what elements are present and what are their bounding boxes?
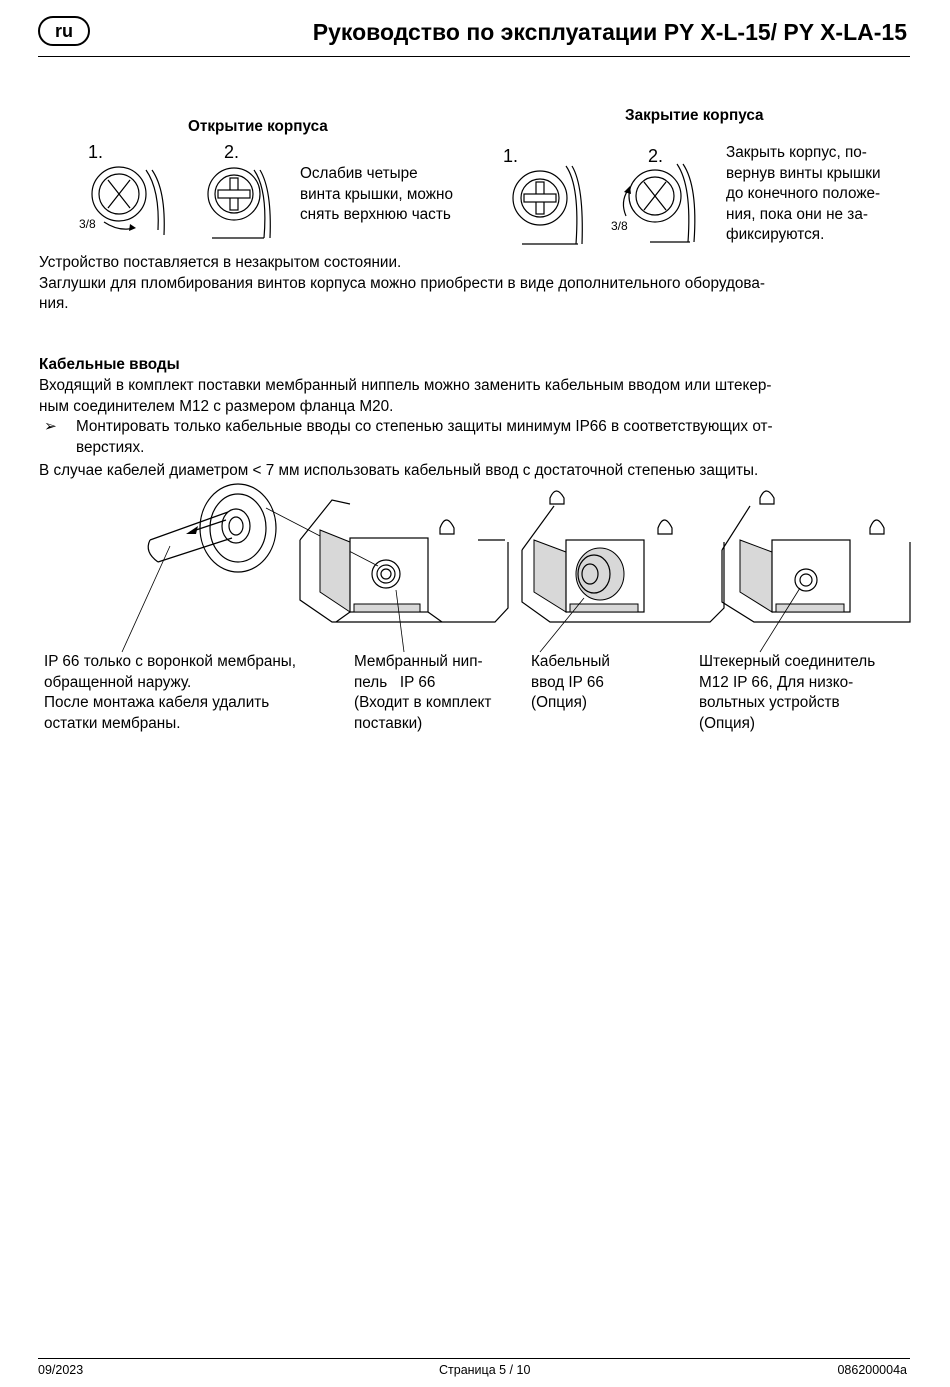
opening-text-line: винта крышки, можно [300, 185, 453, 203]
closing-step-2: 2. [648, 146, 664, 166]
caption-line: вольтных устройств [699, 694, 840, 712]
note-line: Заглушки для пломбирования винтов корпуса можно приобрести в виде дополнительного оборудова- [39, 274, 765, 292]
closing-text-line: Закрыть корпус, по- [726, 144, 867, 161]
closing-text-line: фиксируются. [726, 226, 825, 244]
footer-doc-number: 086200004a [837, 1363, 907, 1377]
housing-m12-connector [722, 491, 910, 652]
screw-turned-icon [629, 164, 695, 242]
opening-text-line: Ослабив четыре [300, 165, 418, 182]
language-badge: ru [38, 16, 90, 46]
closing-angle-label: 3/8 [611, 219, 628, 233]
insertion-arrow-icon [186, 526, 198, 534]
closing-screw-illustration [500, 162, 710, 252]
closing-text-line: вернув винты крышки [726, 164, 881, 182]
rotation-arrow-icon [624, 186, 631, 194]
caption-line: Кабельный [531, 653, 610, 670]
caption-line: После монтажа кабеля удалить [44, 694, 270, 712]
bullet-line: верстиях. [76, 438, 145, 456]
footer-page-number: Страница 5 / 10 [439, 1363, 531, 1377]
caption-membrane-nipple [354, 652, 491, 734]
cable-diameter-note: В случае кабелей диаметром < 7 мм использовать кабельный ввод с достаточной степенью защиты. [39, 462, 759, 479]
closing-step-1: 1. [503, 146, 519, 166]
screw-open-icon [513, 166, 582, 244]
opening-screw-illustration [74, 160, 274, 245]
caption-m12-connector [699, 652, 875, 734]
caption-line: пель IP 66 [354, 673, 436, 691]
opening-step-2: 2. [224, 142, 240, 162]
footer-rule [38, 1358, 910, 1359]
housing-cable-gland [522, 491, 724, 652]
caption-line: (Опция) [699, 714, 755, 732]
screw-turned-icon [92, 167, 164, 235]
note-line: ния. [39, 295, 69, 313]
bullet-arrow-icon: ➢ [44, 418, 57, 435]
screw-open-icon [208, 168, 270, 238]
caption-line: ввод IP 66 [531, 673, 604, 691]
cable-bullet [76, 417, 773, 458]
caption-membrane-funnel [44, 652, 296, 734]
caption-line: поставки) [354, 714, 423, 732]
opening-angle-label: 3/8 [79, 217, 96, 231]
closing-heading: Закрытие корпуса [625, 107, 764, 124]
intro-line: Входящий в комплект поставки мембранный ниппель можно заменить кабельным вводом или штекер- [39, 377, 772, 394]
rotation-arrow-icon [129, 224, 136, 231]
caption-line: IP 66 только с воронкой мембраны, [44, 653, 297, 670]
housing-membrane-nipple [300, 500, 508, 652]
cable-entry-illustration [110, 480, 915, 655]
caption-line: (Входит в комплект [354, 694, 492, 712]
caption-line: остатки мембраны. [44, 714, 181, 732]
opening-text-line: снять верхнюю часть [300, 206, 451, 224]
caption-cable-gland [531, 652, 610, 714]
cable-heading: Кабельные вводы [39, 356, 180, 373]
intro-line: ным соединителем M12 с размером фланца M20. [39, 397, 394, 415]
caption-line: Мембранный нип- [354, 653, 483, 670]
caption-line: обращенной наружу. [44, 673, 192, 691]
caption-line: Штекерный соединитель [699, 653, 876, 670]
footer-date: 09/2023 [38, 1363, 84, 1377]
caption-line: (Опция) [531, 694, 587, 712]
note-line: Устройство поставляется в незакрытом состоянии. [39, 254, 402, 271]
bullet-line: Монтировать только кабельные вводы со степенью защиты минимум IP66 в соответствующих от- [76, 418, 773, 435]
opening-heading: Открытие корпуса [188, 118, 328, 135]
page-title: Руководство по эксплуатации PY X-L-15/ PY X-LA-15 [312, 19, 907, 45]
closing-text-line: ния, пока они не за- [726, 205, 868, 223]
closing-text-line: до конечного положе- [726, 185, 881, 203]
opening-text [300, 164, 453, 226]
header-rule [38, 56, 910, 57]
closing-text [726, 143, 881, 246]
delivery-notes [39, 253, 765, 315]
caption-line: M12 IP 66, Для низко- [699, 673, 854, 691]
cable-intro [39, 376, 771, 417]
opening-step-1: 1. [88, 142, 104, 162]
